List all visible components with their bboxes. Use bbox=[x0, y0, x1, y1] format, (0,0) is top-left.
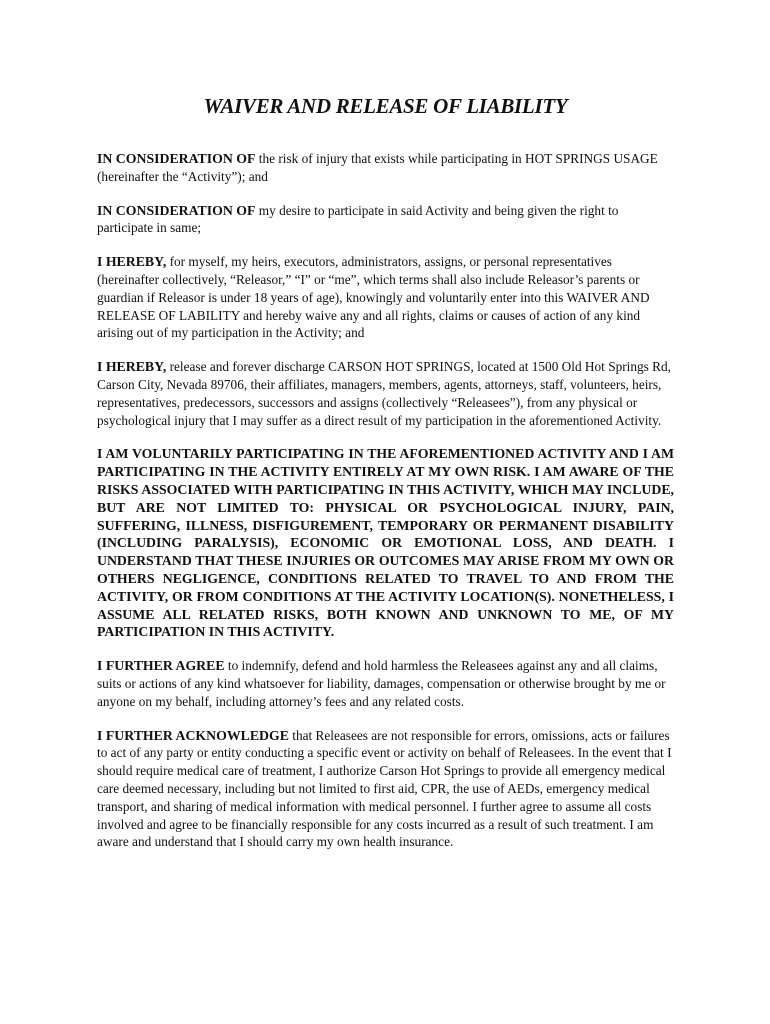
paragraph-lead: I FURTHER ACKNOWLEDGE bbox=[97, 727, 289, 743]
paragraph-lead: IN CONSIDERATION OF bbox=[97, 202, 256, 218]
further-acknowledge-paragraph bbox=[97, 727, 674, 852]
hereby-release-paragraph bbox=[97, 358, 674, 429]
paragraph-text: to indemnify, defend and hold harmless the Releasees against any and all claims, suits or actions of any kind whatsoever for liability, damages, compensation or otherwise brought by me or anyone on my behalf, including attorney’s fees and any related costs. bbox=[97, 658, 666, 709]
document-title: WAIVER AND RELEASE OF LIABILITY bbox=[203, 94, 568, 118]
assumption-of-risk-paragraph: I AM VOLUNTARILY PARTICIPATING IN THE AFOREMENTIONED ACTIVITY AND I AM PARTICIPATING IN THE ACTIVITY ENTIRELY AT MY OWN RISK. I AM AWARE OF THE RISKS ASSOCIATED WITH PARTICIPATING IN THIS ACTIVITY, WHICH MAY INCLUDE, BUT ARE NOT LIMITED TO: PHYSICAL OR PSYCHOLOGICAL INJURY, PAIN, SUFFERING, ILLNESS, DISFIGUREMENT, TEMPORARY OR PERMANENT DISABILITY (INCLUDING PARALYSIS), ECONOMIC OR EMOTIONAL LOSS, AND DEATH. I UNDERSTAND THAT THESE INJURIES OR OUTCOMES MAY ARISE FROM MY OWN OR OTHERS NEGLIGENCE, CONDITIONS RELATED TO TRAVEL TO AND FROM THE ACTIVITY, OR FROM CONDITIONS AT THE ACTIVITY LOCATION(S). NONETHELESS, I ASSUME ALL RELATED RISKS, BOTH KNOWN AND UNKNOWN TO ME, OF MY PARTICIPATION IN THIS ACTIVITY. bbox=[97, 446, 674, 640]
paragraph-lead: IN CONSIDERATION OF bbox=[97, 151, 256, 166]
hereby-waive-paragraph bbox=[97, 253, 674, 342]
consideration-risk-paragraph bbox=[97, 150, 674, 186]
paragraph-text: that Releasees are not responsible for errors, omissions, acts or failures to act of any party or entity conducting a specific event or activity on behalf of Releasees. In the event that I should require medical care of treatment, I authorize Carson Hot Springs to provide all emergency medical care deemed necessary, including but not limited to first aid, CPR, the use of AEDs, emergency medical transport, and sharing of medical information with medical personnel. I further agree to assume all costs involved and agree to be financially responsible for any costs incurred as a result of such treatment. I am aware and understand that I should carry my own health insurance. bbox=[97, 727, 672, 850]
paragraph-text: release and forever discharge CARSON HOT SPRINGS, located at 1500 Old Hot Springs Rd, Carson City, Nevada 89706, their affiliates, managers, members, agents, attorneys, staff, volunteers, heirs, representatives, predecessors, successors and assigns (collectively “Releasees”), from any physical or psychological injury that I may suffer as a direct result of my participation in the aforementioned Activity. bbox=[97, 359, 672, 428]
paragraph-lead: I HEREBY, bbox=[97, 254, 167, 270]
paragraph-text: my desire to participate in said Activity and being given the right to participate in same; bbox=[97, 202, 619, 236]
paragraph-text: for myself, my heirs, executors, administrators, assigns, or personal representatives (hereinafter collectively, “Releasor,” “I” or “me”, which terms shall also include Releasor’s parents or guardian if Releasor is under 18 years of age), knowingly and voluntarily enter into this WAIVER AND RELEASE OF LABILITY and hereby waive any and all rights, claims or causes of action of any kind arising out of my participation in the Activity; and bbox=[97, 254, 650, 341]
paragraph-lead: I FURTHER AGREE bbox=[97, 658, 225, 674]
consideration-desire-paragraph bbox=[97, 202, 674, 238]
paragraph-lead: I HEREBY, bbox=[97, 359, 167, 375]
further-agree-paragraph bbox=[97, 657, 674, 710]
paragraph-text: the risk of injury that exists while participating in HOT SPRINGS USAGE (hereinafter the “Activity”); and bbox=[97, 151, 658, 184]
